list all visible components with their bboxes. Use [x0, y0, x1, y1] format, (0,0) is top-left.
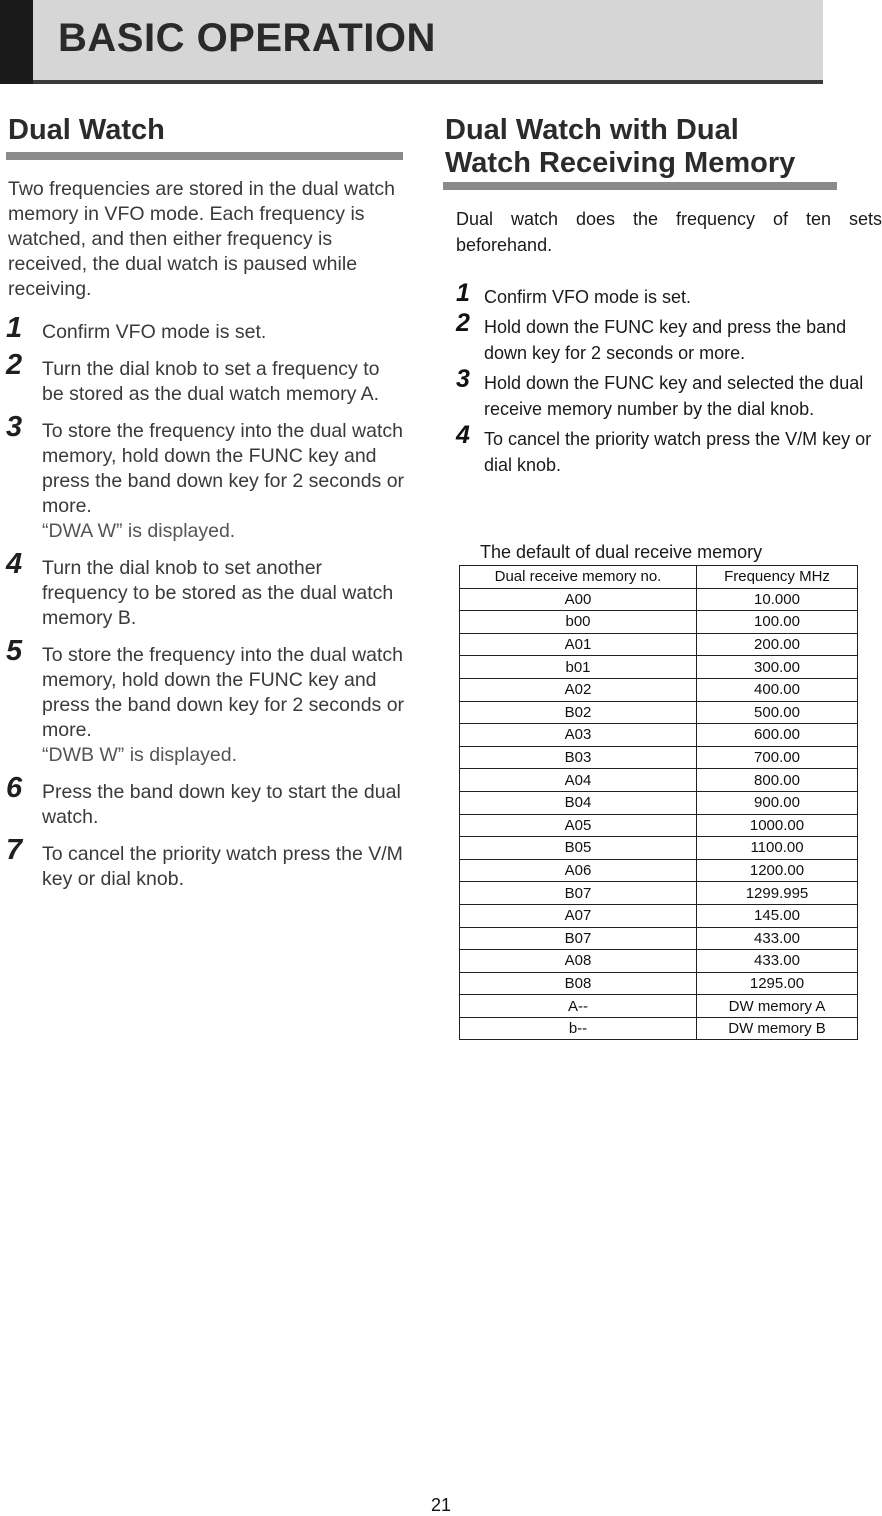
dual-watch-intro: Two frequencies are stored in the dual watch memory in VFO mode. Each frequency is watched, and then either frequency is received, the dual watch is paused while receiving.	[8, 178, 395, 300]
step-text: Confirm VFO mode is set.	[42, 321, 267, 343]
frequency-cell: 1299.995	[697, 882, 858, 905]
memory-number-cell: A01	[460, 633, 697, 656]
table-header-row	[460, 566, 858, 589]
dual-watch-memory-intro: Dual watch does the frequency of ten sets beforehand.	[456, 209, 882, 255]
step-item	[456, 421, 882, 478]
dual-watch-memory-heading	[445, 114, 795, 180]
step-number: 4	[6, 548, 23, 580]
table-row	[460, 656, 858, 679]
header-accent-block	[0, 0, 33, 84]
frequency-cell: 500.00	[697, 701, 858, 724]
frequency-cell: DW memory B	[697, 1017, 858, 1040]
table-row	[460, 837, 858, 860]
table-row	[460, 678, 858, 701]
step-text: To store the frequency into the dual watch memory, hold down the FUNC key and press the band down key for 2 seconds or more.	[42, 420, 405, 517]
dual-watch-steps	[6, 312, 406, 904]
frequency-cell: 600.00	[697, 724, 858, 747]
frequency-cell: 433.00	[697, 950, 858, 973]
memory-number-cell: A06	[460, 859, 697, 882]
page-title: BASIC OPERATION	[58, 16, 436, 60]
table-row	[460, 814, 858, 837]
step-number: 7	[6, 834, 23, 866]
frequency-cell: 200.00	[697, 633, 858, 656]
memory-number-cell: A00	[460, 588, 697, 611]
memory-number-cell: B05	[460, 837, 697, 860]
step-text: Hold down the FUNC key and selected the dual receive memory number by the dial knob.	[484, 373, 864, 419]
step-text: Press the band down key to start the dual watch.	[42, 781, 401, 828]
step-text: To cancel the priority watch press the V/M key or dial knob.	[42, 843, 403, 890]
table-row	[460, 950, 858, 973]
step-note: “DWB W” is displayed.	[42, 744, 238, 766]
memory-number-cell: A04	[460, 769, 697, 792]
step-number: 4	[456, 421, 470, 449]
step-text: Turn the dial knob to set a frequency to be stored as the dual watch memory A.	[42, 358, 380, 405]
table-row	[460, 904, 858, 927]
frequency-cell: 100.00	[697, 611, 858, 634]
frequency-cell: 145.00	[697, 904, 858, 927]
step-item	[456, 365, 882, 422]
step-number: 3	[456, 365, 470, 393]
dual-receive-memory-table	[459, 565, 858, 1040]
frequency-cell: 1100.00	[697, 837, 858, 860]
memory-number-cell: A03	[460, 724, 697, 747]
memory-number-cell: A05	[460, 814, 697, 837]
section-rule	[443, 182, 837, 190]
step-text: Turn the dial knob to set another frequency to be stored as the dual watch memory B.	[42, 557, 394, 629]
frequency-cell: 10.000	[697, 588, 858, 611]
memory-number-cell: b--	[460, 1017, 697, 1040]
heading-line: Watch Receiving Memory	[445, 147, 796, 179]
frequency-cell: DW memory A	[697, 995, 858, 1018]
step-item	[6, 772, 406, 830]
step-note: “DWA W” is displayed.	[42, 520, 236, 542]
memory-number-cell: A--	[460, 995, 697, 1018]
step-item	[456, 279, 882, 310]
step-item	[6, 635, 406, 768]
step-item	[6, 349, 406, 407]
table-row	[460, 1017, 858, 1040]
step-number: 2	[456, 309, 470, 337]
step-number: 5	[6, 635, 23, 667]
page-number: 21	[430, 1495, 452, 1515]
frequency-cell: 900.00	[697, 791, 858, 814]
step-item	[6, 834, 406, 892]
table-row	[460, 611, 858, 634]
frequency-cell: 800.00	[697, 769, 858, 792]
table-row	[460, 724, 858, 747]
step-number: 1	[6, 312, 23, 344]
frequency-cell: 300.00	[697, 656, 858, 679]
memory-number-cell: B02	[460, 701, 697, 724]
table-row	[460, 633, 858, 656]
frequency-cell: 400.00	[697, 678, 858, 701]
step-item	[6, 312, 406, 345]
step-number: 6	[6, 772, 23, 804]
memory-number-cell: B08	[460, 972, 697, 995]
step-text: Confirm VFO mode is set.	[484, 287, 692, 307]
table-caption: The default of dual receive memory	[480, 542, 763, 562]
memory-number-cell: B04	[460, 791, 697, 814]
column-header: Dual receive memory no.	[460, 566, 697, 589]
table-row	[460, 927, 858, 950]
column-header: Frequency MHz	[697, 566, 858, 589]
memory-number-cell: A02	[460, 678, 697, 701]
table-row	[460, 995, 858, 1018]
memory-number-cell: B03	[460, 746, 697, 769]
step-number: 2	[6, 349, 23, 381]
step-text: To store the frequency into the dual watch memory, hold down the FUNC key and press the band down key for 2 seconds or more.	[42, 644, 405, 741]
table-row	[460, 746, 858, 769]
dual-watch-memory-steps	[456, 279, 882, 482]
table-row	[460, 859, 858, 882]
frequency-cell: 1295.00	[697, 972, 858, 995]
step-number: 1	[456, 279, 470, 307]
memory-number-cell: B07	[460, 927, 697, 950]
step-item	[6, 548, 406, 631]
memory-number-cell: A08	[460, 950, 697, 973]
table-row	[460, 791, 858, 814]
step-number: 3	[6, 411, 23, 443]
section-rule	[6, 152, 403, 160]
heading-line: Dual Watch with Dual	[445, 114, 739, 146]
dual-watch-heading: Dual Watch	[8, 114, 165, 146]
frequency-cell: 1200.00	[697, 859, 858, 882]
table-row	[460, 701, 858, 724]
table-row	[460, 972, 858, 995]
table-row	[460, 882, 858, 905]
memory-number-cell: b00	[460, 611, 697, 634]
memory-number-cell: B07	[460, 882, 697, 905]
step-item	[456, 309, 882, 366]
table-row	[460, 769, 858, 792]
memory-number-cell: b01	[460, 656, 697, 679]
table-row	[460, 588, 858, 611]
frequency-cell: 700.00	[697, 746, 858, 769]
memory-number-cell: A07	[460, 904, 697, 927]
step-text: Hold down the FUNC key and press the band down key for 2 seconds or more.	[484, 317, 847, 363]
step-text: To cancel the priority watch press the V/M key or dial knob.	[484, 429, 872, 475]
frequency-cell: 433.00	[697, 927, 858, 950]
frequency-cell: 1000.00	[697, 814, 858, 837]
step-item	[6, 411, 406, 544]
